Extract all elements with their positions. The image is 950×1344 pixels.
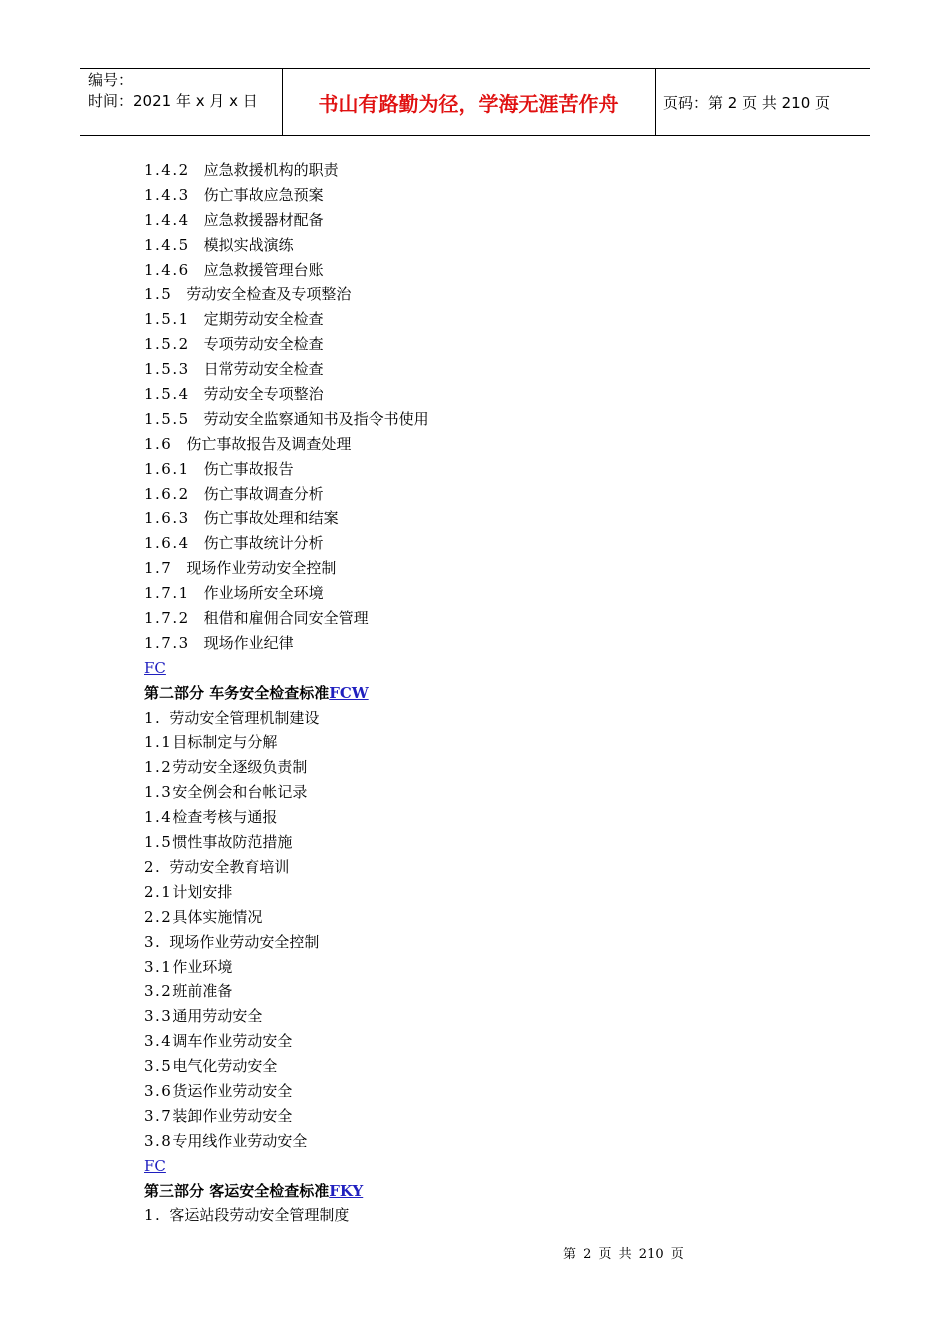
toc-line-text: 通用劳动安全 [172, 1007, 263, 1026]
toc-line-text: 伤亡事故报告 [203, 459, 294, 478]
toc-line [144, 1079, 844, 1104]
toc-line [144, 482, 844, 507]
toc-line [144, 332, 844, 357]
fky-link[interactable]: FKY [329, 1181, 364, 1200]
toc-line [144, 357, 844, 382]
toc-line [144, 855, 844, 880]
toc-section-part3 [144, 1203, 844, 1228]
toc-line-text: 伤亡事故报告及调查处理 [186, 434, 352, 453]
toc-line-number: 1. [144, 1206, 162, 1225]
toc-line-text: 劳动安全专项整治 [203, 385, 324, 404]
toc-line [144, 1203, 844, 1228]
toc-section-part1 [144, 158, 844, 656]
toc-line [144, 407, 844, 432]
toc-line-number: 1.6.3 [144, 509, 190, 528]
toc-line-number: 1.5.2 [144, 335, 190, 354]
toc-line-text: 具体实施情况 [172, 907, 263, 926]
toc-line [144, 606, 844, 631]
toc-line-number: 1.4.6 [144, 260, 190, 279]
toc-line-number: 1.6.4 [144, 534, 190, 553]
toc-line [144, 382, 844, 407]
header-page-info: 页码：第 2 页 共 210 页 [663, 94, 831, 112]
toc-line-number: 1.3 [144, 783, 173, 802]
fcw-link[interactable]: FCW [329, 683, 369, 702]
toc-line-text: 伤亡事故统计分析 [203, 534, 324, 553]
fc-link[interactable]: FC [144, 1156, 166, 1175]
toc-line-number: 1.1 [144, 733, 173, 752]
header-bottom-rule [80, 135, 870, 136]
header-meta [88, 70, 258, 112]
toc-line [144, 556, 844, 581]
toc-line-number: 1.5.4 [144, 385, 190, 404]
toc-line-text: 作业场所安全环境 [203, 584, 324, 603]
toc-line-number: 1.4.4 [144, 210, 190, 229]
toc-line-text: 作业环境 [172, 957, 233, 976]
toc-line-text: 伤亡事故调查分析 [203, 484, 324, 503]
toc-line-text: 劳动安全检查及专项整治 [186, 285, 352, 304]
part3-heading [144, 1179, 844, 1204]
toc-line [144, 979, 844, 1004]
toc-line [144, 506, 844, 531]
toc-link-row [144, 656, 844, 681]
toc-line-text: 专用线作业劳动安全 [172, 1131, 308, 1150]
toc-line-number: 1.5 [144, 833, 173, 852]
toc-line-number: 1.5.5 [144, 409, 190, 428]
toc-line-number: 1.4.5 [144, 235, 190, 254]
toc-line-number: 3.2 [144, 982, 173, 1001]
toc-line-number: 3.5 [144, 1057, 173, 1076]
toc-line-number: 3.3 [144, 1007, 173, 1026]
toc-line-number: 3.4 [144, 1032, 173, 1051]
toc-line-text: 劳动安全逐级负责制 [172, 758, 308, 777]
toc-line [144, 1129, 844, 1154]
toc-line-text: 日常劳动安全检查 [203, 360, 324, 379]
toc-line-text: 现场作业劳动安全控制 [169, 932, 320, 951]
toc-line-text: 定期劳动安全检查 [203, 310, 324, 329]
toc-line-text: 模拟实战演练 [203, 235, 294, 254]
toc-line [144, 233, 844, 258]
toc-line-text: 伤亡事故应急预案 [203, 185, 324, 204]
toc-line-text: 劳动安全管理机制建设 [169, 708, 320, 727]
toc-line [144, 706, 844, 731]
toc-line [144, 1029, 844, 1054]
toc-line-text: 租借和雇佣合同安全管理 [203, 609, 369, 628]
toc-line-number: 1.5.3 [144, 360, 190, 379]
toc-line [144, 830, 844, 855]
toc-content [144, 158, 844, 1228]
toc-line-text: 检查考核与通报 [172, 808, 278, 827]
toc-line-number: 3. [144, 932, 162, 951]
toc-line-number: 1.5 [144, 285, 173, 304]
toc-line-number: 1. [144, 708, 162, 727]
toc-line-text: 目标制定与分解 [172, 733, 278, 752]
toc-section-part2 [144, 706, 844, 1154]
toc-line [144, 1004, 844, 1029]
toc-line [144, 631, 844, 656]
toc-line [144, 282, 844, 307]
document-number-label: 编号： [88, 71, 134, 89]
toc-line-text: 电气化劳动安全 [172, 1057, 278, 1076]
part2-title: 第二部分 车务安全检查标准 [144, 683, 330, 702]
toc-line [144, 1104, 844, 1129]
toc-line-number: 1.6.1 [144, 459, 190, 478]
toc-line [144, 581, 844, 606]
toc-line-number: 1.7.1 [144, 584, 190, 603]
toc-line-number: 3.8 [144, 1131, 173, 1150]
toc-line-number: 2.2 [144, 907, 173, 926]
toc-line-text: 应急救援管理台账 [203, 260, 324, 279]
toc-line [144, 780, 844, 805]
toc-line-text: 伤亡事故处理和结案 [203, 509, 339, 528]
toc-line-number: 1.4 [144, 808, 173, 827]
toc-line-text: 货运作业劳动安全 [172, 1081, 293, 1100]
toc-line-text: 劳动安全教育培训 [169, 857, 290, 876]
toc-line-number: 3.1 [144, 957, 173, 976]
toc-line [144, 955, 844, 980]
toc-line-number: 1.5.1 [144, 310, 190, 329]
header-divider-right [655, 68, 656, 135]
toc-line [144, 1054, 844, 1079]
toc-line [144, 457, 844, 482]
toc-line-number: 2. [144, 857, 162, 876]
toc-line-text: 专项劳动安全检查 [203, 335, 324, 354]
toc-line [144, 208, 844, 233]
toc-line [144, 930, 844, 955]
toc-line-number: 1.7 [144, 559, 173, 578]
fc-link[interactable]: FC [144, 658, 166, 677]
toc-line [144, 905, 844, 930]
toc-line [144, 730, 844, 755]
toc-line [144, 158, 844, 183]
toc-line-number: 3.6 [144, 1081, 173, 1100]
toc-line [144, 755, 844, 780]
toc-line-text: 客运站段劳动安全管理制度 [169, 1206, 350, 1225]
toc-line-number: 1.4.2 [144, 161, 190, 179]
toc-line [144, 805, 844, 830]
toc-line [144, 258, 844, 283]
toc-line-number: 3.7 [144, 1106, 173, 1125]
toc-line [144, 432, 844, 457]
toc-line-text: 现场作业劳动安全控制 [186, 559, 337, 578]
toc-line-number: 1.7.3 [144, 633, 190, 652]
document-time: 时间：2021 年 x 月 x 日 [88, 92, 258, 110]
toc-line-text: 安全例会和台帐记录 [172, 783, 308, 802]
toc-line-text: 应急救援器材配备 [203, 210, 324, 229]
toc-link-row [144, 1154, 844, 1179]
part2-heading [144, 681, 844, 706]
toc-line [144, 183, 844, 208]
toc-line-text: 应急救援机构的职责 [203, 161, 339, 179]
toc-line-number: 1.7.2 [144, 609, 190, 628]
toc-line-text: 计划安排 [172, 882, 233, 901]
toc-line-number: 1.6 [144, 434, 173, 453]
toc-line-text: 现场作业纪律 [203, 633, 294, 652]
toc-line-text: 劳动安全监察通知书及指令书使用 [203, 409, 429, 428]
toc-line [144, 531, 844, 556]
toc-line-number: 1.6.2 [144, 484, 190, 503]
header-motto: 书山有路勤为径，学海无涯苦作舟 [318, 92, 619, 116]
toc-line-number: 2.1 [144, 882, 173, 901]
toc-line-number: 1.4.3 [144, 185, 190, 204]
part3-title: 第三部分 客运安全检查标准 [144, 1181, 330, 1200]
toc-line-text: 惯性事故防范措施 [172, 833, 293, 852]
toc-line-number: 1.2 [144, 758, 173, 777]
toc-line-text: 调车作业劳动安全 [172, 1032, 293, 1051]
header-top-rule [80, 68, 870, 69]
toc-line-text: 班前准备 [172, 982, 233, 1001]
toc-line-text: 装卸作业劳动安全 [172, 1106, 293, 1125]
page-footer: 第 2 页 共 210 页 [563, 1247, 684, 1262]
toc-line [144, 880, 844, 905]
toc-line [144, 307, 844, 332]
